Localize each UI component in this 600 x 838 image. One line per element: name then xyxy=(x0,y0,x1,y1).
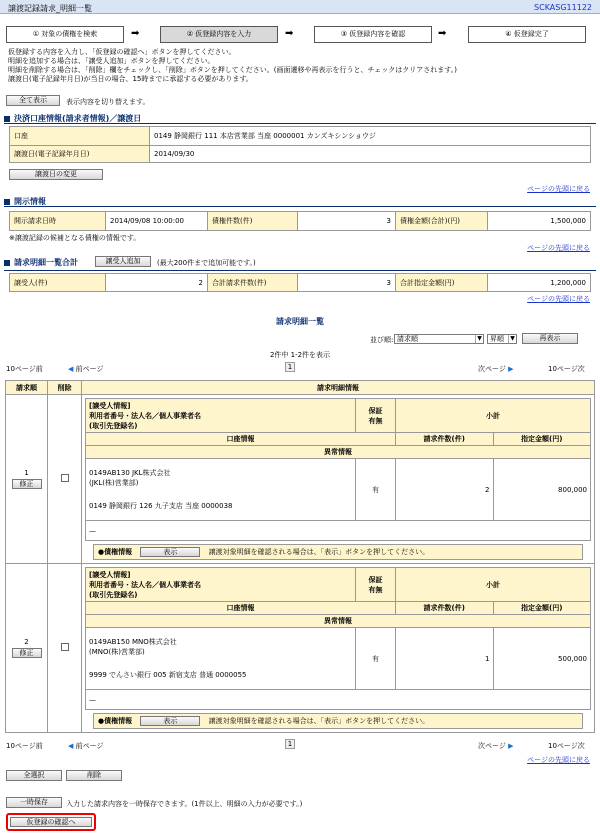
screen-id: SCKASG11122 xyxy=(534,3,592,12)
back-to-top-link[interactable]: ページの先頭に戻る xyxy=(527,185,590,193)
chevron-down-icon: ▼ xyxy=(508,335,516,343)
request-count-value: 3 xyxy=(298,274,396,292)
instruction-line: 仮登録する内容を入力し、「仮登録の確認へ」ボタンを押してください。 xyxy=(8,48,236,56)
sort-select-value: 請求順 xyxy=(397,335,418,343)
redisplay-button[interactable]: 再表示 xyxy=(522,333,578,344)
page-number-button[interactable]: 1 xyxy=(285,739,295,749)
special-value: — xyxy=(86,690,591,710)
request-amount-value: 1,200,000 xyxy=(488,274,591,292)
guarantee-header: 保証 有無 xyxy=(356,568,396,602)
bond-count-value: 3 xyxy=(298,212,396,231)
assignee-count-value: 2 xyxy=(106,274,208,292)
table-row xyxy=(6,395,595,564)
disclosure-section-title: 開示情報 xyxy=(4,196,46,207)
assignee-info xyxy=(86,628,356,690)
assignee-info xyxy=(86,459,356,521)
step-4: ④ 仮登録完了 xyxy=(468,26,586,43)
order-select[interactable] xyxy=(487,334,517,344)
amount-header: 指定金額(円) xyxy=(493,602,591,615)
instruction-line: 明細を削除する場合は、「削除」欄をチェックし、「削除」ボタンを押してください。(画面遷移や再表示を行うと、チェックはクリアされます。) xyxy=(8,66,457,74)
arrow-right-icon: ➡ xyxy=(438,28,447,39)
bond-info-bar xyxy=(93,544,583,560)
prev-page-link[interactable] xyxy=(68,364,104,374)
disclosure-note: ※譲渡記録の候補となる債権の情報です。 xyxy=(9,234,141,242)
payment-table xyxy=(9,126,591,163)
detail-cell xyxy=(82,564,595,733)
guarantee-header: 保証 有無 xyxy=(356,399,396,433)
assignee-header: [譲受人情報] 利用者番号・法人名／個人事業者名 (取引先登録名) xyxy=(86,568,356,602)
show-all-button[interactable]: 全て表示 xyxy=(6,95,60,106)
next-10-pages[interactable]: 10ページ次 xyxy=(548,742,585,750)
disclosure-datetime-label: 開示請求日時 xyxy=(10,212,106,231)
special-value: — xyxy=(86,521,591,541)
temp-save-note: 入力した請求内容を一時保存できます。(1件以上、明細の入力が必要です。) xyxy=(66,800,303,808)
next-10-pages[interactable]: 10ページ次 xyxy=(548,365,585,373)
prev-10-pages[interactable]: 10ページ前 xyxy=(6,742,43,750)
summary-section-title: 請求明細一覧合計 xyxy=(4,257,78,268)
next-page-label: 次ページ xyxy=(478,365,506,373)
subtotal-header: 小計 xyxy=(396,399,591,433)
next-page-link[interactable] xyxy=(478,364,514,374)
disclosure-table xyxy=(9,211,591,231)
transfer-date-value: 2014/09/30 xyxy=(150,146,591,163)
instruction-line: 明細を追加する場合は、「譲受人追加」ボタンを押してください。 xyxy=(8,57,215,65)
payment-section-title: 決済口座情報(請求者情報)／譲渡日 xyxy=(4,113,141,124)
detail-cell xyxy=(82,395,595,564)
arrow-right-icon: ➡ xyxy=(131,28,140,39)
chevron-down-icon: ▼ xyxy=(475,335,483,343)
amount-value: 500,000 xyxy=(493,628,591,690)
page-title: 譲渡記録請求_明細一覧 xyxy=(8,4,92,13)
account-label: 口座 xyxy=(10,127,150,146)
change-date-button[interactable]: 譲渡日の変更 xyxy=(9,169,103,180)
request-count-value: 1 xyxy=(396,628,494,690)
back-to-top-link[interactable]: ページの先頭に戻る xyxy=(527,244,590,252)
step-indicator xyxy=(6,26,596,44)
section-divider xyxy=(4,270,596,271)
account-header: 口座情報 xyxy=(86,433,396,446)
request-count-value: 2 xyxy=(396,459,494,521)
sort-select[interactable] xyxy=(394,334,484,344)
detail-inner-table xyxy=(85,567,591,710)
prev-page-link[interactable] xyxy=(68,741,104,751)
arrow-left-icon: ◀ xyxy=(68,365,74,373)
guarantee-value: 有 xyxy=(356,628,396,690)
result-count: 2件中 1-2件を表示 xyxy=(269,351,331,359)
delete-cell xyxy=(48,564,82,733)
arrow-right-icon: ▶ xyxy=(508,365,514,373)
bond-info-note: 譲渡対象明細を確認される場合は、「表示」ボタンを押してください。 xyxy=(208,717,430,725)
delete-checkbox[interactable] xyxy=(61,643,69,651)
section-divider xyxy=(4,206,596,207)
request-count-header: 請求件数(件) xyxy=(396,602,494,615)
guarantee-value: 有 xyxy=(356,459,396,521)
delete-cell xyxy=(48,395,82,564)
sort-label: 並び順: xyxy=(370,336,394,344)
assignee-header: [譲受人情報] 利用者番号・法人名／個人事業者名 (取引先登録名) xyxy=(86,399,356,433)
section-divider xyxy=(4,123,596,124)
detail-list-title: 請求明細一覧 xyxy=(276,317,324,326)
next-page-label: 次ページ xyxy=(478,742,506,750)
bond-show-button[interactable]: 表示 xyxy=(140,716,200,726)
show-all-note: 表示内容を切り替えます。 xyxy=(66,98,150,106)
edit-button[interactable]: 修正 xyxy=(12,648,42,658)
bond-count-label: 債権件数(件) xyxy=(208,212,298,231)
special-header: 異常情報 xyxy=(86,446,591,459)
next-page-link[interactable] xyxy=(478,741,514,751)
add-assignee-note: (最大200件まで追加可能です。) xyxy=(157,259,256,267)
add-assignee-button[interactable]: 譲受人追加 xyxy=(95,256,151,267)
confirm-button[interactable]: 仮登録の確認へ xyxy=(10,817,92,827)
prev-page-label: 前ページ xyxy=(75,742,104,750)
special-header: 異常情報 xyxy=(86,615,591,628)
bond-amount-label: 債権金額(合計)(円) xyxy=(396,212,488,231)
disclosure-datetime-value: 2014/09/08 10:00:00 xyxy=(106,212,208,231)
col-delete: 削除 xyxy=(48,381,82,395)
bond-show-button[interactable]: 表示 xyxy=(140,547,200,557)
bond-info-bar xyxy=(93,713,583,729)
bond-info-label: ●債権情報 xyxy=(98,548,133,556)
step-1: ① 対象の債権を検索 xyxy=(6,26,124,43)
amount-header: 指定金額(円) xyxy=(493,433,591,446)
request-order-value: 2 xyxy=(24,638,29,646)
assignee-account: 9999 でんさい銀行 005 新宿支店 普通 0000055 xyxy=(89,671,247,679)
summary-table xyxy=(9,273,591,292)
assignee-count-label: 譲受人(件) xyxy=(10,274,106,292)
account-header: 口座情報 xyxy=(86,602,396,615)
request-order-cell xyxy=(6,395,48,564)
instructions xyxy=(8,48,593,84)
order-select-value: 昇順 xyxy=(490,335,504,343)
detail-table xyxy=(5,380,595,733)
bond-info-note: 譲渡対象明細を確認される場合は、「表示」ボタンを押してください。 xyxy=(208,548,430,556)
back-to-top-link[interactable]: ページの先頭に戻る xyxy=(527,756,590,764)
subtotal-header: 小計 xyxy=(396,568,591,602)
col-detail-info: 請求明細情報 xyxy=(82,381,595,395)
transfer-date-label: 譲渡日(電子記録年月日) xyxy=(10,146,150,163)
assignee-name: 0149AB130 JKL株式会社 (JKL(株)営業部) xyxy=(89,469,171,487)
step-3: ③ 仮登録内容を確認 xyxy=(314,26,432,43)
delete-button[interactable]: 削除 xyxy=(66,770,122,781)
bond-amount-value: 1,500,000 xyxy=(488,212,591,231)
delete-checkbox[interactable] xyxy=(61,474,69,482)
page-number-button[interactable]: 1 xyxy=(285,362,295,372)
step-2: ② 仮登録内容を入力 xyxy=(160,26,278,43)
arrow-left-icon: ◀ xyxy=(68,742,74,750)
col-request-order: 請求順 xyxy=(6,381,48,395)
table-row xyxy=(6,564,595,733)
prev-page-label: 前ページ xyxy=(75,365,104,373)
confirm-button-highlight xyxy=(6,813,96,831)
request-order-cell xyxy=(6,564,48,733)
temp-save-button[interactable]: 一時保存 xyxy=(6,797,62,808)
request-amount-label: 合計指定金額(円) xyxy=(396,274,488,292)
bond-info-label: ●債権情報 xyxy=(98,717,133,725)
prev-10-pages[interactable]: 10ページ前 xyxy=(6,365,43,373)
account-value: 0149 静岡銀行 111 本店営業部 当座 0000001 カンズキシンショウジ xyxy=(150,127,591,146)
amount-value: 800,000 xyxy=(493,459,591,521)
detail-inner-table xyxy=(85,398,591,541)
assignee-account: 0149 静岡銀行 126 九子支店 当座 0000038 xyxy=(89,502,233,510)
edit-button[interactable]: 修正 xyxy=(12,479,42,489)
arrow-right-icon: ▶ xyxy=(508,742,514,750)
back-to-top-link[interactable]: ページの先頭に戻る xyxy=(527,295,590,303)
assignee-name: 0149AB150 MNO株式会社 (MNO(株)営業部) xyxy=(89,638,177,656)
select-all-button[interactable]: 全選択 xyxy=(6,770,62,781)
title-bar xyxy=(0,0,600,14)
request-count-header: 請求件数(件) xyxy=(396,433,494,446)
arrow-right-icon: ➡ xyxy=(285,28,294,39)
request-count-label: 合計請求件数(件) xyxy=(208,274,298,292)
instruction-line: 譲渡日(電子記録年月日)が当日の場合、15時までに承認する必要があります。 xyxy=(8,75,253,83)
request-order-value: 1 xyxy=(24,469,29,477)
